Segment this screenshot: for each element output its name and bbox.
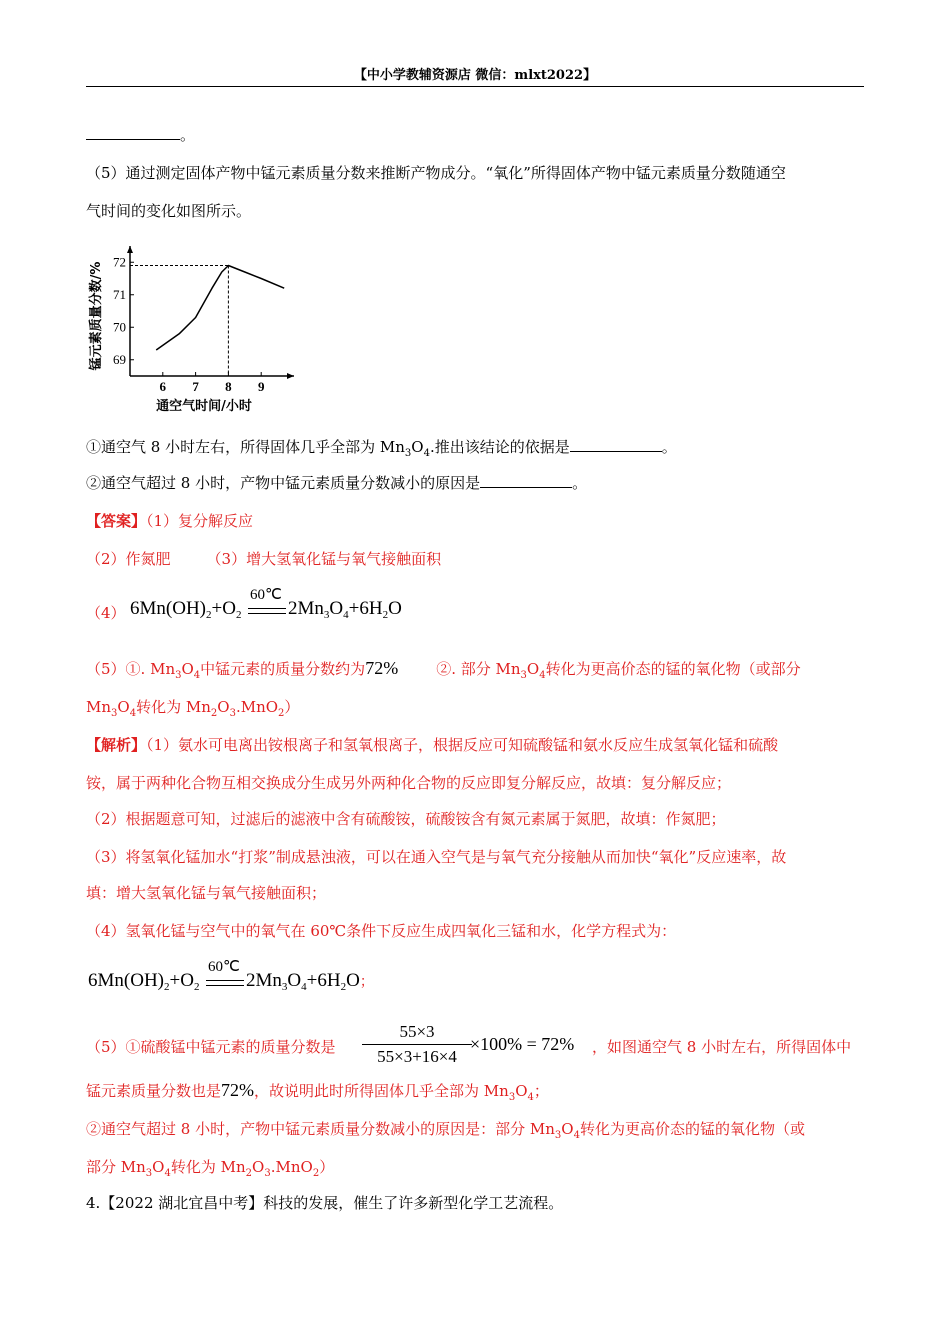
sub: 3 xyxy=(508,1092,516,1103)
sub1-suffix: .推出该结论的依据是 xyxy=(429,438,570,456)
sub: 4 xyxy=(423,448,430,459)
page-header: 【中小学教辅资源店 微信：mlxt2022】 xyxy=(353,68,597,83)
eq-condition: 60℃ xyxy=(250,587,282,603)
analysis-p6a xyxy=(86,1118,805,1141)
p6b-text: 部分 Mn xyxy=(86,1158,146,1176)
answer-tag: 【答案】 xyxy=(86,512,147,530)
sub: 4 xyxy=(527,1092,534,1103)
blank xyxy=(86,139,180,140)
sub: 4 xyxy=(539,670,546,681)
semicolon: ； xyxy=(359,975,374,990)
answer-4-label: （4） xyxy=(86,604,126,622)
o: O xyxy=(561,1120,574,1138)
analysis-p5b xyxy=(86,1080,549,1103)
p6b-end: ） xyxy=(319,1158,335,1176)
a5-pct: 72% xyxy=(365,658,399,678)
fraction-tail: ×100% = 72% xyxy=(470,1034,575,1054)
eq-water-o: O xyxy=(388,598,402,619)
a5-text3: ②. 部分 Mn xyxy=(436,660,521,678)
answer-line6: $Mn_3O_4$转化为 $Mn_2O_3.MnO_2$） xyxy=(86,698,300,719)
o: O xyxy=(152,1158,165,1176)
sub: 3 xyxy=(520,670,527,681)
p5b-text2: ，故说明此时所得固体几乎全部为 Mn xyxy=(254,1082,509,1100)
eq-mn: 2Mn xyxy=(288,598,324,619)
analysis-text: （1）氨水可电离出铵根离子和氢氧根离子，根据反应可知硫酸锰和氨水反应生成氢氧化锰和硫酸 xyxy=(146,736,779,754)
sub: 4 xyxy=(573,1130,580,1141)
sub: 2 xyxy=(206,609,212,621)
a5-line2b: .MnO xyxy=(235,698,279,716)
o: O xyxy=(515,1082,528,1100)
sub: 3 xyxy=(404,448,412,459)
analysis-p5-pre: （5）①硫酸锰中锰元素的质量分数是 xyxy=(86,1038,336,1056)
analysis-p4: （4）氢氧化锰与空气中的氧气在 60℃条件下反应生成四氧化三锰和水，化学方程式为： xyxy=(86,922,677,940)
o: O xyxy=(117,698,130,716)
answer-line1 xyxy=(86,510,253,531)
p5b-text: 锰元素质量分数也是 xyxy=(86,1082,222,1100)
period: 。 xyxy=(661,438,677,456)
data-line xyxy=(156,266,284,351)
p6b-text2: 转化为 Mn xyxy=(170,1158,246,1176)
q5-line1: （5）通过测定固体产物中锰元素质量分数来推断产物成分。“氧化”所得固体产物中锰元素质量分数随通空 xyxy=(86,164,786,182)
x-tick-label: 8 xyxy=(225,379,232,394)
sub: 3 xyxy=(145,1168,153,1179)
sub: 2 xyxy=(193,981,200,993)
eq-water-o: O xyxy=(346,970,360,991)
sub2-text: ②通空气超过 8 小时，产物中锰元素质量分数减小的原因是 xyxy=(86,474,481,492)
analysis-p5-post: ，如图通空气 8 小时左右，所得固体中 xyxy=(592,1038,852,1056)
y-tick-label: 72 xyxy=(113,254,126,270)
o: O xyxy=(217,698,230,716)
sub: 3 xyxy=(554,1130,562,1141)
sub: 2 xyxy=(245,1168,253,1179)
analysis-p1a xyxy=(86,734,778,755)
analysis-p6b xyxy=(86,1156,334,1179)
o: O xyxy=(181,660,194,678)
blank xyxy=(480,487,572,488)
sub1-o: O xyxy=(411,438,424,456)
sub: 2 xyxy=(235,609,242,621)
answer-line5 xyxy=(86,658,801,681)
p5b-end: ； xyxy=(533,1082,549,1100)
equation-answer-right xyxy=(288,598,402,621)
sub: 4 xyxy=(193,670,201,681)
eq-mnoh: 6Mn(OH) xyxy=(130,598,206,619)
sub: 3 xyxy=(281,981,288,993)
analysis-p1b: 铵，属于两种化合物互相交换成分生成另外两种化合物的反应即复分解反应，故填：复分解反应； xyxy=(86,774,732,792)
p5b-pct: 72% xyxy=(221,1080,255,1100)
sub: 3 xyxy=(323,609,330,621)
sub: 2 xyxy=(210,708,218,719)
x-tick-label: 6 xyxy=(159,379,167,394)
q5-sub1 xyxy=(86,436,677,459)
eq-h: +6H xyxy=(348,598,383,619)
sub: 4 xyxy=(301,981,307,993)
a5-line2: 转化为 Mn xyxy=(136,698,211,716)
y-tick-label: 70 xyxy=(113,319,126,335)
x-axis-arrow xyxy=(287,373,294,379)
sub: 3 xyxy=(175,670,182,681)
period: 。 xyxy=(180,126,196,144)
answer-blank-line xyxy=(86,124,195,145)
fraction-denominator: 55×3+16×4 xyxy=(377,1047,457,1066)
eq-double-bar xyxy=(206,980,244,986)
sub: 4 xyxy=(164,1168,171,1179)
sub: 2 xyxy=(340,981,347,993)
eq-condition: 60℃ xyxy=(208,959,240,975)
equation-analysis-right xyxy=(246,970,374,993)
p6b-text3: .MnO xyxy=(270,1158,313,1176)
y-tick-label: 71 xyxy=(113,286,126,302)
a5-text2: 中锰元素的质量分数约为 xyxy=(200,660,366,678)
sub: 3 xyxy=(111,708,118,719)
y-axis-arrow xyxy=(127,246,133,253)
a5-line2c: ） xyxy=(284,698,300,716)
answer-2: （2）作氮肥 xyxy=(86,550,171,568)
eq-o2: +O xyxy=(169,970,194,991)
fraction xyxy=(362,1022,472,1067)
sub: 2 xyxy=(278,708,285,719)
sub: 4 xyxy=(343,609,349,621)
eq-o: O xyxy=(287,970,302,991)
q5-sub2 xyxy=(86,472,587,493)
a5-text: （5）①. Mn xyxy=(86,660,176,678)
p6a-text2: 转化为更高价态的锰的氧化物（或 xyxy=(579,1120,805,1138)
x-tick-label: 9 xyxy=(257,379,265,394)
o: O xyxy=(526,660,540,678)
equation-analysis-left xyxy=(88,970,199,993)
sub1-text: ①通空气 8 小时左右，所得固体几乎全部为 Mn xyxy=(86,438,405,456)
sub: 2 xyxy=(382,609,389,621)
x-axis-label: 通空气时间/小时 xyxy=(156,399,252,414)
eq-mn: 2Mn xyxy=(246,970,282,991)
sub: 3 xyxy=(264,1168,271,1179)
sub: 2 xyxy=(312,1168,320,1179)
y-tick-label: 69 xyxy=(113,351,126,367)
eq-o2: +O xyxy=(211,598,236,619)
sub: 3 xyxy=(229,708,236,719)
sub: 4 xyxy=(129,708,137,719)
equation-answer-left xyxy=(130,598,241,621)
eq-mnoh: 6Mn(OH) xyxy=(88,970,164,991)
sub: 2 xyxy=(164,981,170,993)
answer-1: （1）复分解反应 xyxy=(146,512,254,530)
fraction-numerator: 55×3 xyxy=(399,1022,435,1041)
p6a-text: ②通空气超过 8 小时，产物中锰元素质量分数减小的原因是：部分 Mn xyxy=(86,1120,555,1138)
x-tick-label: 7 xyxy=(192,379,199,394)
blank xyxy=(570,451,662,452)
o: O xyxy=(252,1158,265,1176)
period: 。 xyxy=(572,474,588,492)
header-rule xyxy=(86,86,864,87)
answer-line2 xyxy=(86,548,441,569)
eq-double-bar xyxy=(248,608,286,614)
answer-3: （3）增大氢氧化锰与氧气接触面积 xyxy=(206,550,442,568)
analysis-p2: （2）根据题意可知，过滤后的滤液中含有硫酸铵，硫酸铵含有氮元素属于氮肥，故填：作氮肥； xyxy=(86,810,726,828)
y-axis-label: 锰元素质量分数/% xyxy=(89,261,104,371)
mn-mass-fraction-chart xyxy=(86,238,316,418)
eq-h: +6H xyxy=(306,970,341,991)
analysis-p3a: （3）将氢氧化锰加水“打浆”制成悬浊液，可以在通入空气是与氧气充分接触从而加快“氧化”反应速率，故 xyxy=(86,848,787,866)
question-4-title: 4.【2022 湖北宜昌中考】科技的发展，催生了许多新型化学工艺流程。 xyxy=(86,1194,564,1212)
analysis-p3b: 填：增大氢氧化锰与氧气接触面积； xyxy=(86,884,327,902)
q5-line2: 气时间的变化如图所示。 xyxy=(86,202,252,220)
eq-o: O xyxy=(329,598,344,619)
a5-text4: 转化为更高价态的锰的氧化物（或部分 xyxy=(545,660,801,678)
analysis-tag: 【解析】 xyxy=(86,736,147,754)
